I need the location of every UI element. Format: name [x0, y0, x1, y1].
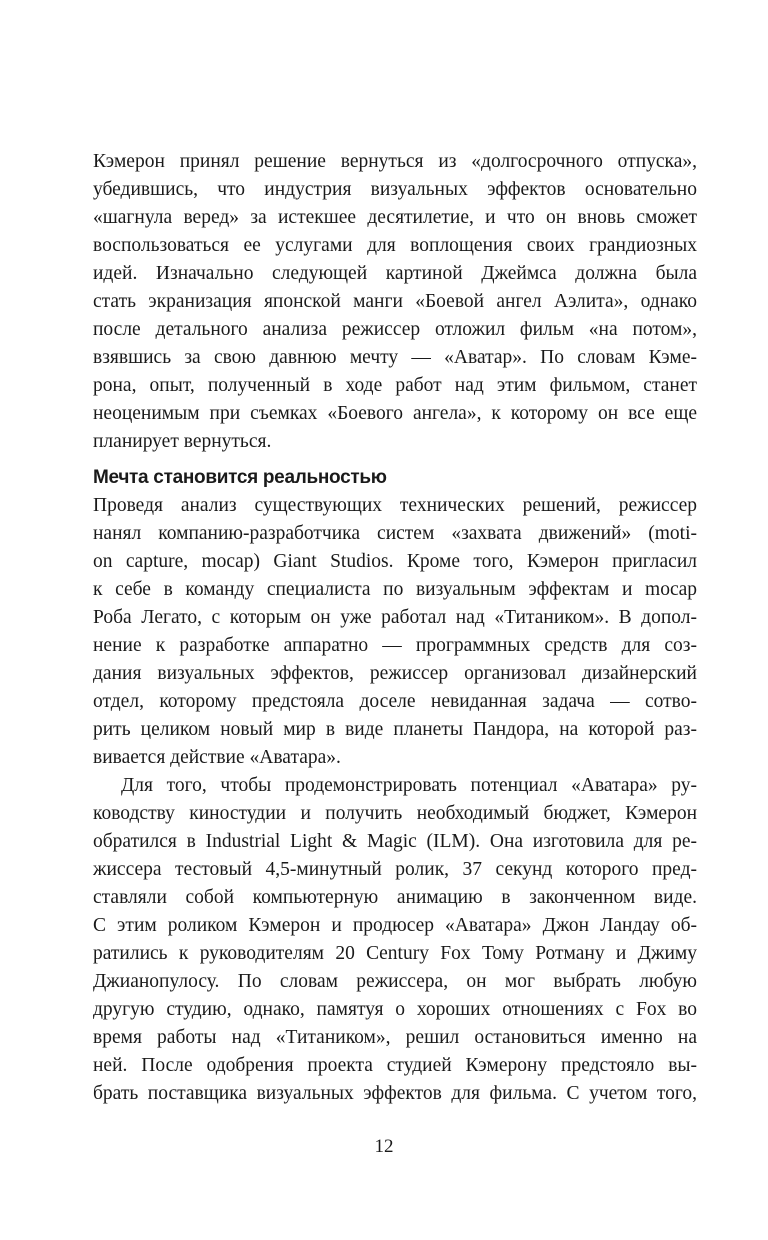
- text-line: рона, опыт, полученный в ходе работ над этим фильмом, станет: [93, 375, 697, 396]
- page-body: [93, 148, 697, 1108]
- text-line: воспользоваться ее услугами для воплощения своих грандиозных: [93, 235, 697, 256]
- page-number: 12: [374, 1136, 394, 1157]
- text-line: после детального анализа режиссер отложил фильм «на потом»,: [93, 319, 697, 340]
- text-line: брать поставщика визуальных эффектов для фильма. С учетом того,: [93, 1083, 697, 1104]
- text-line: идей. Изначально следующей картиной Джеймса должна была: [93, 263, 697, 284]
- text-line: on capture, mocap) Giant Studios. Кроме того, Кэмерон пригласил: [93, 551, 697, 572]
- text-line: нение к разработке аппаратно — программных средств для соз-: [93, 635, 697, 656]
- text-line: ратились к руководителям 20 Century Fox Тому Ротману и Джиму: [93, 943, 697, 964]
- text-line: обратился в Industrial Light & Magic (ILM). Она изготовила для ре-: [93, 831, 697, 852]
- paragraph: [93, 148, 697, 456]
- text-line: жиссера тестовый 4,5-минутный ролик, 37 секунд которого пред-: [93, 859, 697, 880]
- text-line: ководству киностудии и получить необходимый бюджет, Кэмерон: [93, 803, 697, 824]
- text-line: к себе в команду специалиста по визуальным эффектам и mocap: [93, 579, 697, 600]
- text-line: время работы над «Титаником», решил остановиться именно на: [93, 1027, 697, 1048]
- text-line: Джианопулосу. По словам режиссера, он мог выбрать любую: [93, 971, 697, 992]
- paragraph: [93, 492, 697, 772]
- text-line: Проведя анализ существующих технических решений, режиссер: [93, 495, 697, 516]
- text-line: С этим роликом Кэмерон и продюсер «Аватара» Джон Ландау об-: [93, 915, 697, 936]
- text-line: планирует вернуться.: [93, 431, 272, 452]
- text-line: дания визуальных эффектов, режиссер организовал дизайнерский: [93, 663, 697, 684]
- text-line: рить целиком новый мир в виде планеты Пандора, на которой раз-: [93, 719, 697, 740]
- text-line: убедившись, что индустрия визуальных эффектов основательно: [93, 179, 697, 200]
- text-line: Кэмерон принял решение вернуться из «долгосрочного отпуска»,: [93, 151, 697, 172]
- paragraph: [93, 772, 697, 1108]
- text-line: неоценимым при съемках «Боевого ангела», к которому он все еще: [93, 403, 697, 424]
- text-line: стать экранизация японской манги «Боевой ангел Аэлита», однако: [93, 291, 697, 312]
- text-line: Для того, чтобы продемонстрировать потенциал «Аватара» ру-: [121, 775, 697, 796]
- text-line: вивается действие «Аватара».: [93, 747, 341, 768]
- text-line: нанял компанию-разработчика систем «захвата движений» (moti-: [93, 523, 697, 544]
- text-line: ставляли собой компьютерную анимацию в законченном виде.: [93, 887, 697, 908]
- text-line: отдел, которому предстояла доселе невиданная задача — сотво-: [93, 691, 697, 712]
- text-line: взявшись за свою давнюю мечту — «Аватар». По словам Кэме-: [93, 347, 697, 368]
- text-line: Роба Легато, с которым он уже работал над «Титаником». В допол-: [93, 607, 697, 628]
- text-line: другую студию, однако, памятуя о хороших отношениях с Fox во: [93, 999, 697, 1020]
- text-line: ней. После одобрения проекта студией Кэмерону предстояло вы-: [93, 1055, 697, 1076]
- text-line: «шагнула веред» за истекшее десятилетие, и что он вновь сможет: [93, 207, 697, 228]
- section-heading: Мечта становится реальностью: [93, 467, 387, 488]
